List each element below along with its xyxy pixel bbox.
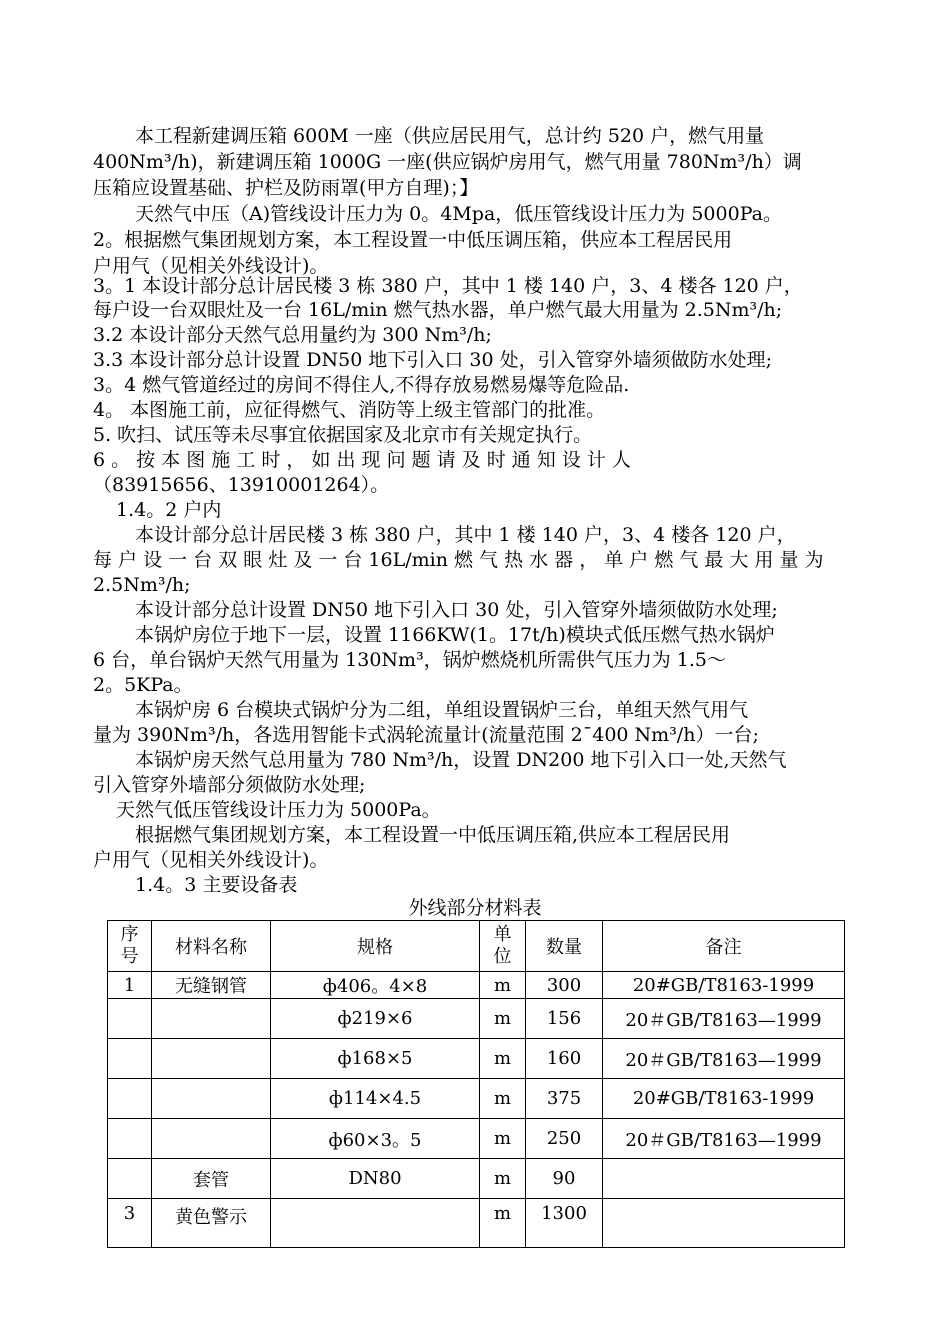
cell-remark: 20#GB/T8163-1999 [603, 1079, 845, 1119]
paragraph-line: 2.5Nm³/h; [93, 574, 191, 596]
table-row [108, 999, 845, 1039]
paragraph-line: 3.3 本设计部分总计设置 DN50 地下引入口 30 处，引入管穿外墙须做防水处理; [93, 349, 773, 371]
cell-qty: 160 [526, 1039, 603, 1079]
header-cell-unit [480, 921, 526, 972]
cell-spec: ф60×3。5 [271, 1119, 480, 1159]
paragraph-line: 每户设一台双眼灶及一台 16L/min 燃气热水器，单户燃气最大用量为 2.5Nm³/h; [93, 299, 783, 321]
header-cell-spec: 规格 [271, 921, 480, 972]
table-row [108, 1079, 845, 1119]
cell-unit: m [480, 972, 526, 999]
paragraph-line: 5. 吹扫、试压等未尽事宜依据国家及北京市有关规定执行。 [93, 424, 593, 446]
paragraph-line: 本锅炉房天然气总用量为 780 Nm³/h，设置 DN200 地下引入口一处,天然气 [135, 749, 787, 771]
header-cell-qty: 数量 [526, 921, 603, 972]
paragraph-line: 压箱应设置基础、护栏及防雨罩(甲方自理)；】 [93, 177, 479, 199]
paragraph-line: 本设计部分总计居民楼 3 栋 380 户，其中 1 楼 140 户，3、4 楼各 120 户， [135, 524, 796, 546]
header-no-bottom: 号 [120, 946, 139, 967]
cell-name: 黄色警示 [152, 1199, 271, 1248]
table-row [108, 1039, 845, 1079]
cell-qty: 250 [526, 1119, 603, 1159]
paragraph-line: 户用气（见相关外线设计)。 [93, 849, 329, 871]
cell-name [152, 1079, 271, 1119]
paragraph-line: 2。5KPa。 [93, 674, 193, 696]
cell-qty: 375 [526, 1079, 603, 1119]
paragraph-line: 3.2 本设计部分天然气总用量约为 300 Nm³/h; [93, 324, 492, 346]
table-row [108, 1199, 845, 1248]
paragraph-line: 引入管穿外墙部分须做防水处理; [93, 774, 366, 796]
cell-unit: m [480, 999, 526, 1039]
paragraph-line: 户用气（见相关外线设计)。 [93, 255, 329, 277]
materials-table [107, 920, 845, 1248]
header-cell-no [108, 921, 152, 972]
paragraph-line: 本锅炉房位于地下一层，设置 1166KW(1。17t/h)模块式低压燃气热水锅炉 [135, 624, 775, 646]
header-cell-name: 材料名称 [152, 921, 271, 972]
paragraph-line: 2。根据燃气集团规划方案，本工程设置一中低压调压箱，供应本工程居民用 [93, 229, 733, 251]
header-cell-remark: 备注 [603, 921, 845, 972]
paragraph-line: 量为 390Nm³/h，各选用智能卡式涡轮流量计(流量范围 2ˉ400 Nm³/h）一台; [93, 724, 759, 746]
paragraph-line: （83915656、13910001264）。 [93, 474, 390, 496]
paragraph-line: 本工程新建调压箱 600M 一座（供应居民用气，总计约 520 户，燃气用量 [135, 125, 765, 147]
cell-no: 1 [108, 972, 152, 999]
header-unit-top: 单 [493, 924, 512, 945]
cell-unit: m [480, 1119, 526, 1159]
cell-unit: m [480, 1039, 526, 1079]
table-row [108, 1159, 845, 1199]
paragraph-line: 6 。 按 本 图 施 工 时 ， 如 出 现 问 题 请 及 时 通 知 设 计 人 [93, 449, 631, 471]
cell-spec: ф219×6 [271, 999, 480, 1039]
cell-no: 3 [108, 1199, 152, 1248]
cell-remark: 20＃GB/T8163—1999 [603, 1119, 845, 1159]
cell-spec: DN80 [271, 1159, 480, 1199]
paragraph-line: 3。1 本设计部分总计居民楼 3 栋 380 户，其中 1 楼 140 户，3、4 楼各 120 户， [93, 275, 803, 297]
cell-no [108, 999, 152, 1039]
paragraph-line: 3。4 燃气管道经过的房间不得住人,不得存放易燃易爆等危险品. [93, 374, 630, 396]
cell-spec [271, 1199, 480, 1248]
cell-no [108, 1159, 152, 1199]
cell-qty: 90 [526, 1159, 603, 1199]
cell-no [108, 1079, 152, 1119]
cell-spec: ф168×5 [271, 1039, 480, 1079]
header-unit-bottom: 位 [493, 946, 512, 967]
paragraph-line: 4。 本图施工前，应征得燃气、消防等上级主管部门的批准。 [93, 399, 606, 421]
table-row [108, 972, 845, 999]
paragraph-line: 天然气中压（A)管线设计压力为 0。4Mpa，低压管线设计压力为 5000Pa。 [135, 203, 782, 225]
cell-spec: ф406。4×8 [271, 972, 480, 999]
paragraph-line: 天然气低压管线设计压力为 5000Pa。 [116, 799, 441, 821]
cell-spec: ф114×4.5 [271, 1079, 480, 1119]
cell-remark [603, 1159, 845, 1199]
cell-remark: 20#GB/T8163-1999 [603, 972, 845, 999]
paragraph-line: 根据燃气集团规划方案，本工程设置一中低压调压箱,供应本工程居民用 [135, 824, 731, 846]
cell-qty: 156 [526, 999, 603, 1039]
section-heading: 1.4。3 主要设备表 [135, 874, 298, 896]
paragraph-line: 400Nm³/h)，新建调压箱 1000G 一座(供应锅炉房用气，燃气用量 780Nm³/h）调 [93, 151, 802, 173]
header-no-top: 序 [120, 924, 139, 945]
section-heading: 1.4。2 户内 [116, 499, 222, 521]
table-header-row [108, 921, 845, 972]
cell-name: 套管 [152, 1159, 271, 1199]
table-title: 外线部分材料表 [408, 897, 542, 919]
paragraph-line: 6 台，单台锅炉天然气用量为 130Nm³，锅炉燃烧机所需供气压力为 1.5～ [93, 649, 726, 671]
cell-unit: m [480, 1159, 526, 1199]
cell-remark: 20＃GB/T8163—1999 [603, 999, 845, 1039]
cell-remark [603, 1199, 845, 1248]
cell-no [108, 1119, 152, 1159]
cell-name [152, 1039, 271, 1079]
cell-name [152, 999, 271, 1039]
paragraph-line: 本锅炉房 6 台模块式锅炉分为二组，单组设置锅炉三台，单组天然气用气 [135, 699, 749, 721]
paragraph-line: 本设计部分总计设置 DN50 地下引入口 30 处，引入管穿外墙须做防水处理; [135, 599, 778, 621]
table-row [108, 1119, 845, 1159]
cell-remark: 20＃GB/T8163—1999 [603, 1039, 845, 1079]
cell-unit: m [480, 1199, 526, 1248]
cell-unit: m [480, 1079, 526, 1119]
cell-qty: 300 [526, 972, 603, 999]
paragraph-line: 每 户 设 一 台 双 眼 灶 及 一 台 16L/min 燃 气 热 水 器 ， 单 户 燃 气 最 大 用 量 为 [93, 549, 824, 571]
cell-name [152, 1119, 271, 1159]
cell-name: 无缝钢管 [152, 972, 271, 999]
cell-qty: 1300 [526, 1199, 603, 1248]
cell-no [108, 1039, 152, 1079]
